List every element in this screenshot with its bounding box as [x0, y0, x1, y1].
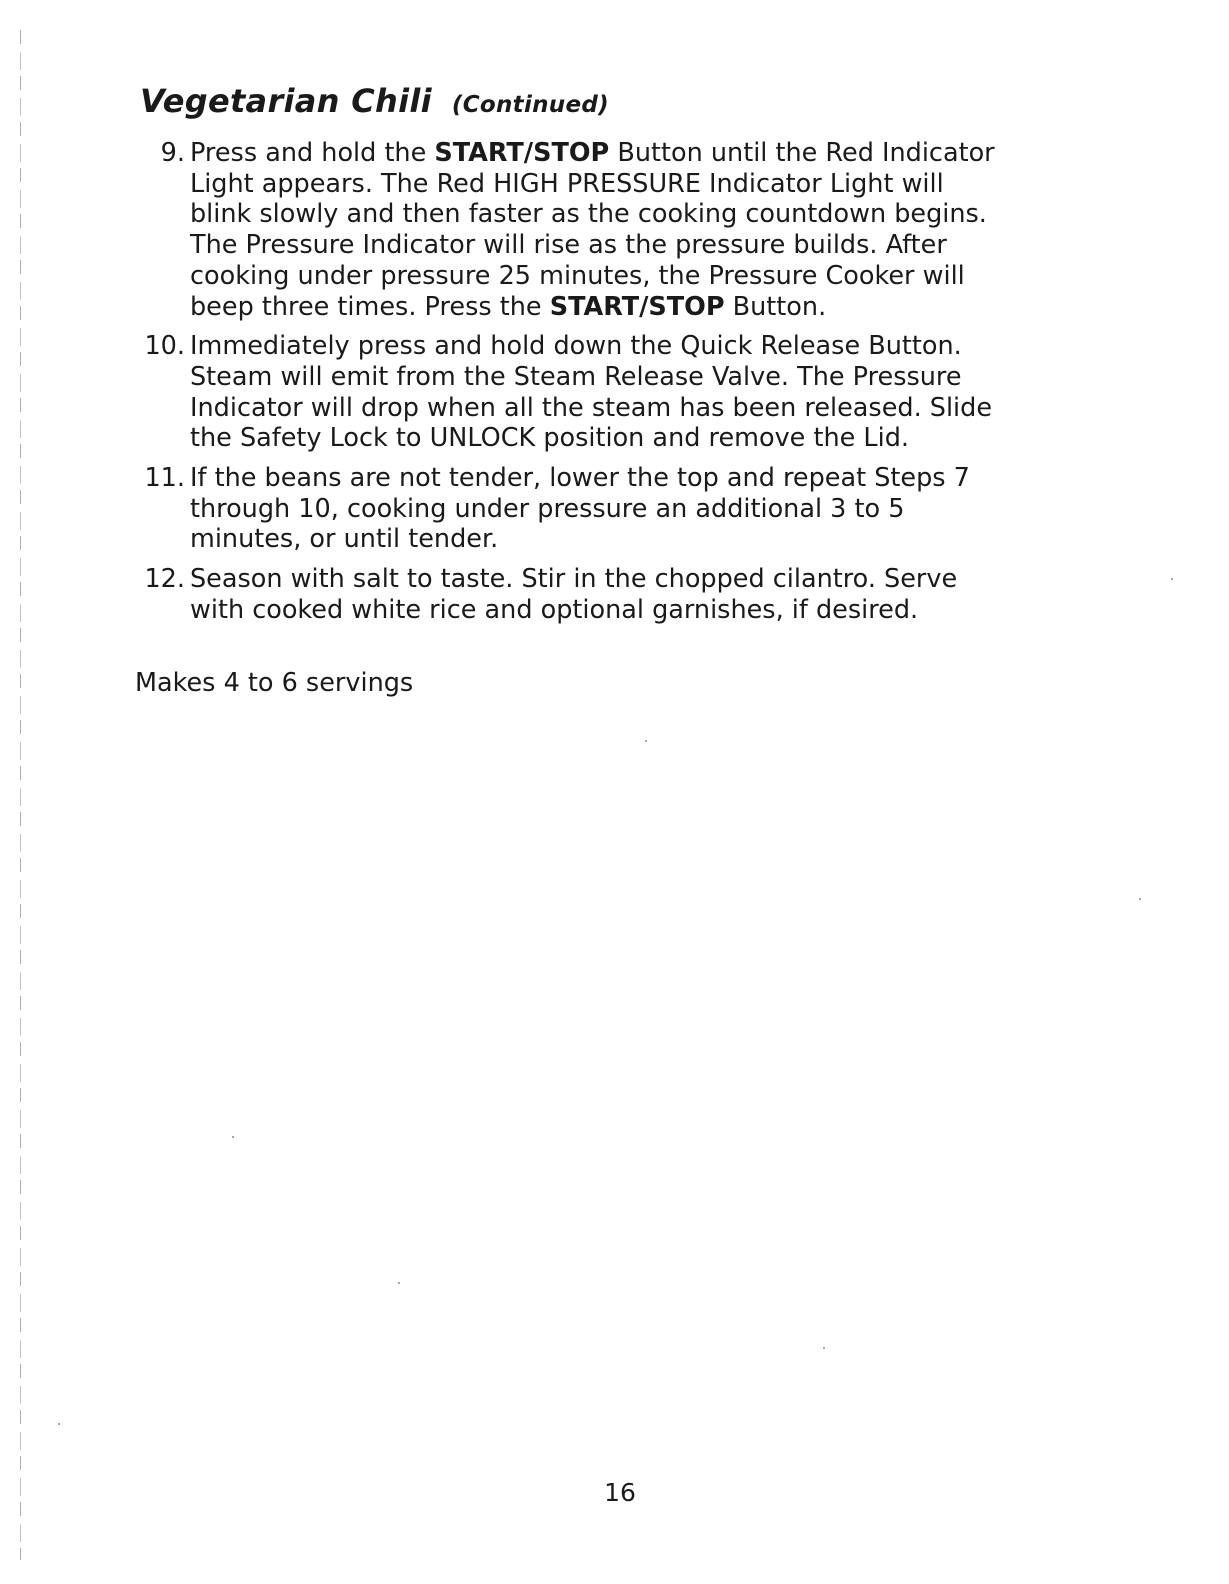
step-text-segment: with cooked white rice and optional garnishes, if desired.: [190, 594, 919, 625]
step-12: [135, 564, 1135, 625]
step-line: [190, 564, 1135, 595]
step-text-segment: Steam will emit from the Steam Release Valve. The Pressure: [190, 361, 962, 392]
step-text-segment: cooking under pressure 25 minutes, the Pressure Cooker will: [190, 260, 965, 291]
button-name-emphasis: START/STOP: [434, 138, 610, 168]
scan-speck: [1139, 898, 1141, 900]
step-line: [190, 494, 1135, 525]
step-line: [190, 199, 1135, 230]
step-line: [190, 524, 1135, 555]
scan-speck: [645, 740, 647, 742]
scan-edge-shadow: [20, 30, 21, 1560]
step-line: [190, 595, 1135, 626]
step-text-segment: Immediately press and hold down the Quick Release Button.: [190, 331, 962, 362]
step-line: [190, 393, 1135, 424]
page-number: 16: [604, 1478, 636, 1507]
step-line: [190, 362, 1135, 393]
step-line: [190, 169, 1135, 200]
recipe-title: [140, 82, 609, 120]
step-number: 12.: [144, 564, 185, 595]
step-10: [135, 331, 1135, 454]
step-line: [190, 331, 1135, 362]
step-text-segment: Indicator will drop when all the steam has been released. Slide: [190, 392, 993, 423]
step-line: [190, 463, 1135, 494]
scan-speck: [1171, 578, 1173, 580]
recipe-title-text: Vegetarian Chili: [140, 82, 432, 120]
step-text-segment: If the beans are not tender, lower the top and repeat Steps 7: [190, 463, 970, 494]
scan-speck: [398, 1282, 400, 1284]
step-text-segment: minutes, or until tender.: [190, 524, 499, 555]
step-text-segment: beep three times. Press the: [190, 291, 550, 322]
scan-speck: [232, 1136, 234, 1138]
step-text: [190, 138, 1135, 322]
button-name-emphasis: START/STOP: [549, 291, 725, 322]
step-text-segment: Light appears. The Red HIGH PRESSURE Indicator Light will: [190, 168, 944, 199]
recipe-title-continued: (Continued): [451, 92, 609, 118]
step-text-segment: through 10, cooking under pressure an additional 3 to 5: [190, 493, 905, 524]
step-text-segment: the Safety Lock to UNLOCK position and remove the Lid.: [190, 423, 909, 454]
step-text-segment: Button until the Red Indicator: [609, 138, 995, 168]
step-9: [135, 138, 1135, 322]
step-number: 9.: [160, 138, 185, 168]
step-line: [190, 230, 1135, 261]
step-text-segment: blink slowly and then faster as the cooking countdown begins.: [190, 199, 987, 230]
step-11: [135, 463, 1135, 555]
step-text: [190, 463, 1135, 555]
step-line: [190, 138, 1135, 169]
step-number: 11.: [144, 463, 185, 494]
step-text: [190, 331, 1135, 454]
servings-note: Makes 4 to 6 servings: [135, 668, 414, 698]
step-line: [190, 292, 1135, 323]
scan-speck: [58, 1423, 60, 1425]
step-text-segment: Press and hold the: [190, 138, 435, 168]
instruction-steps: [135, 138, 1135, 635]
step-text-segment: Season with salt to taste. Stir in the chopped cilantro. Serve: [190, 564, 958, 595]
step-text-segment: Button.: [724, 291, 827, 322]
step-line: [190, 423, 1135, 454]
step-text-segment: The Pressure Indicator will rise as the pressure builds. After: [190, 230, 947, 261]
scan-speck: [823, 1347, 825, 1349]
step-text: [190, 564, 1135, 625]
step-number: 10.: [144, 331, 185, 362]
step-line: [190, 261, 1135, 292]
